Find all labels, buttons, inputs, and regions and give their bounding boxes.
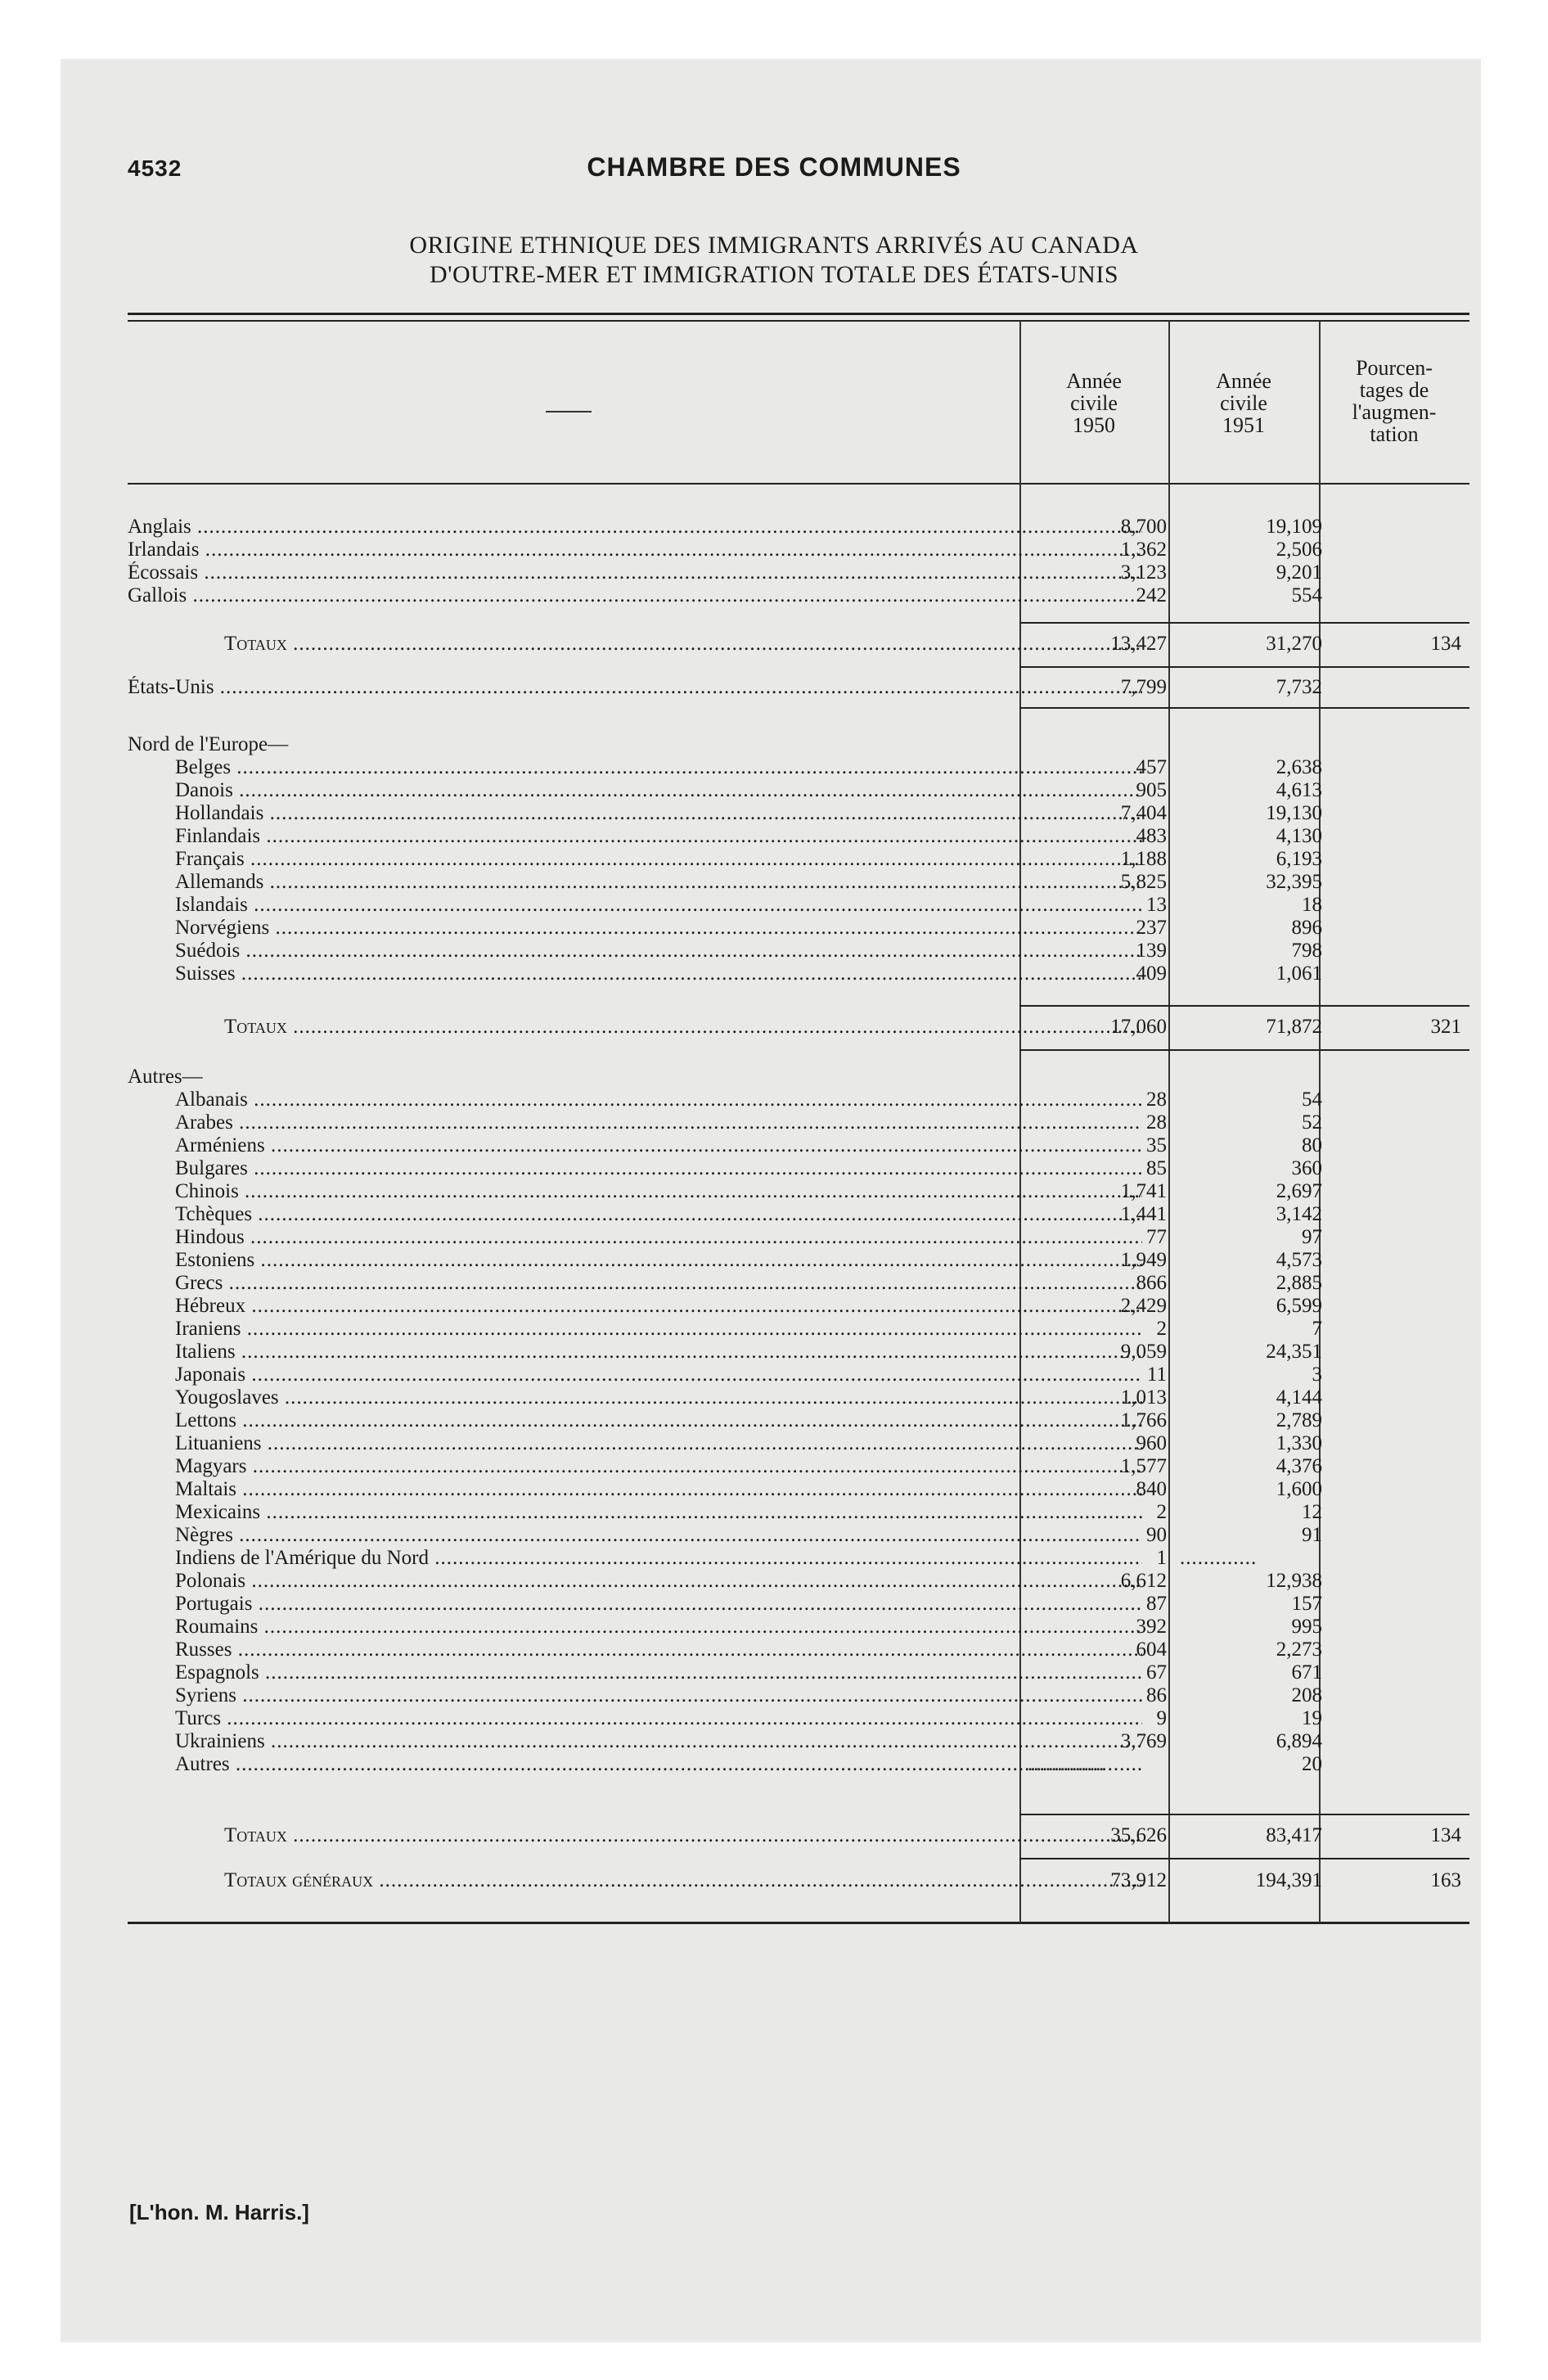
row-label: Chinois ..... [175,1180,1142,1203]
row-label: Turcs ..... [175,1707,1142,1730]
value-1951: 20 [1302,1753,1322,1775]
table-row [128,1570,1469,1593]
table-row [128,1661,1469,1684]
value-1950: 905 [1136,779,1167,801]
table-row [128,779,1469,802]
row-label: Suisses ..... [175,962,1142,985]
value-1951: 2,789 [1276,1409,1322,1431]
subtotal-rule-bi-bottom [1019,666,1469,668]
value-1950: 3,123 [1120,561,1167,584]
table-title [0,231,1548,290]
value-percent: 163 [1430,1869,1461,1891]
value-1950: 483 [1136,825,1167,847]
row-label: Arabes ..... [175,1111,1142,1134]
value-1950: 35 [1146,1134,1167,1156]
table-row [128,516,1469,539]
header-1950: Année civile 1950 [1066,369,1122,437]
table-row [128,1409,1469,1432]
row-label: Italiens ..... [175,1341,1142,1364]
grand-total-row [128,1869,1469,1892]
speaker-note: [L'hon. M. Harris.] [129,2200,309,2224]
table-row [128,1616,1469,1639]
value-1950: 1 [1156,1547,1167,1569]
table-row [128,802,1469,825]
row-label: Autres ..... [175,1753,1142,1776]
row-label: Indiens de l'Amérique du Nord ..... [175,1547,1142,1570]
value-1950: 13,427 [1110,633,1167,655]
table-row [128,848,1469,871]
table-row [128,756,1469,779]
row-label: Russes ..... [175,1639,1142,1661]
row-label: Hollandais ..... [175,802,1142,825]
value-1950: 9 [1156,1707,1167,1729]
value-1951: 157 [1291,1593,1322,1615]
value-1950: 9,059 [1120,1341,1167,1363]
value-1951: 24,351 [1266,1341,1322,1363]
running-head: CHAMBRE DES COMMUNES [587,152,961,182]
value-1951: 7 [1312,1318,1322,1340]
value-1951: 52 [1302,1111,1322,1134]
value-1950: 840 [1136,1478,1167,1500]
row-label: Mexicains ..... [175,1501,1142,1524]
row-label: Écossais ..... [128,561,1142,584]
value-1951: 995 [1291,1616,1322,1638]
subtotal-rule-nord-bottom [1019,1049,1469,1051]
table-row [128,1180,1469,1203]
value-1951: 4,573 [1276,1249,1322,1271]
value-1951: 208 [1291,1684,1322,1706]
value-1951: 19 [1302,1707,1322,1729]
subtotal-rule-autres-top [1019,1814,1469,1815]
row-label: Roumains ..... [175,1616,1142,1639]
subtotal-rule-bi-top [1019,622,1469,624]
row-label: Autres— [128,1066,203,1088]
row-label: Irlandais ..... [128,539,1142,561]
table-row [128,1455,1469,1478]
value-1950: 87 [1146,1593,1167,1615]
value-1951: 1,330 [1276,1432,1322,1454]
value-1951: 9,201 [1276,561,1322,584]
table-title-line-1: ORIGINE ETHNIQUE DES IMMIGRANTS ARRIVÉS AU CANADA [409,232,1139,259]
table-row [128,1157,1469,1180]
table-row [128,1639,1469,1661]
table-row [128,1295,1469,1318]
row-label: Hébreux ..... [175,1295,1142,1318]
value-1951: 4,376 [1276,1455,1322,1477]
value-1951: 80 [1302,1134,1322,1156]
value-1950: 866 [1136,1272,1167,1294]
table-row [128,1226,1469,1249]
value-1951: 2,506 [1276,539,1322,561]
page-number: 4532 [128,156,182,181]
total-row [128,1824,1469,1847]
row-label: Gallois ..... [128,584,1142,607]
value-1951: 18 [1302,894,1322,916]
value-1950: 604 [1136,1639,1167,1661]
value-1951: 3,142 [1276,1203,1322,1225]
value-1950: 1,013 [1120,1386,1167,1409]
value-1951: 671 [1291,1661,1322,1684]
table-row [128,1364,1469,1386]
row-label: Belges ..... [175,756,1142,779]
value-percent: 134 [1430,1824,1461,1846]
row-label: Maltais ..... [175,1478,1142,1501]
value-1950: 237 [1136,917,1167,939]
row-label: Yougoslaves ..... [175,1386,1142,1409]
table-row [128,1249,1469,1272]
value-1951: 1,600 [1276,1478,1322,1500]
table-row [128,584,1469,607]
value-1950: 1,441 [1120,1203,1167,1225]
subtotal-rule-nord-top [1019,1005,1469,1007]
table-row [128,1134,1469,1157]
table-row [128,871,1469,894]
row-label: Lettons ..... [175,1409,1142,1432]
row-label: Suédois ..... [175,940,1142,962]
value-1950: 1,766 [1120,1409,1167,1431]
value-1950: 1,949 [1120,1249,1167,1271]
table-row [128,1089,1469,1111]
bottom-rule [128,1922,1469,1924]
table-row [128,894,1469,917]
table-row [128,561,1469,584]
table-row [128,1547,1469,1570]
value-1950: 35,626 [1110,1824,1167,1846]
table-row [128,825,1469,848]
value-1951: 91 [1302,1524,1322,1546]
row-label: Anglais ..... [128,516,1142,539]
value-1950: 139 [1136,940,1167,962]
table-row [128,1684,1469,1707]
section-heading [128,1066,1469,1089]
value-1950: 73,912 [1110,1869,1167,1891]
value-1951: 2,885 [1276,1272,1322,1294]
row-label: États-Unis ..... [128,676,1142,699]
stub-header-dash [546,411,592,412]
row-label: Iraniens ..... [175,1318,1142,1341]
value-1951: 3 [1312,1364,1322,1386]
row-label: Polonais ..... [175,1570,1142,1593]
row-label: Totaux généraux ..... [224,1869,1142,1892]
value-1950: 5,825 [1120,871,1167,893]
value-1950: 11 [1146,1364,1167,1386]
value-1950: 90 [1146,1524,1167,1546]
value-1951: 6,193 [1276,848,1322,870]
header-1951: Année civile 1951 [1216,369,1271,437]
header-percent: Pourcen- tages de l'augmen- tation [1352,356,1437,446]
row-label: Ukrainiens ..... [175,1730,1142,1753]
row-label: Estoniens ..... [175,1249,1142,1272]
value-1950: 67 [1146,1661,1167,1684]
row-label: Bulgares ..... [175,1157,1142,1180]
value-1950: 1,577 [1120,1455,1167,1477]
value-1950: 2,429 [1120,1295,1167,1317]
value-1950: 28 [1146,1111,1167,1134]
table-row [128,676,1469,699]
row-label: Totaux ..... [224,1824,1142,1847]
value-1951: 1,061 [1276,962,1322,985]
row-label: Portugais ..... [175,1593,1142,1616]
row-label: Danois ..... [175,779,1142,802]
row-label: Totaux ..... [224,1016,1142,1039]
table-row [128,1318,1469,1341]
table-row [128,1111,1469,1134]
value-1951: 19,130 [1266,802,1322,824]
value-1950: 77 [1146,1226,1167,1248]
section-heading [128,733,1469,756]
value-percent: 321 [1430,1016,1461,1038]
value-1950: 7,404 [1120,802,1167,824]
value-1951: 7,732 [1276,676,1322,698]
total-row [128,633,1469,656]
table-row [128,1707,1469,1730]
value-1951: 360 [1291,1157,1322,1179]
value-1951: 2,697 [1276,1180,1322,1202]
value-1950: 392 [1136,1616,1167,1638]
row-label: Hindous ..... [175,1226,1142,1249]
row-label: Grecs ..... [175,1272,1142,1295]
table-row [128,1524,1469,1547]
row-label: Norvégiens ..... [175,917,1142,940]
value-1950: 86 [1146,1684,1167,1706]
value-1950: 7,799 [1120,676,1167,698]
value-percent: 134 [1430,633,1461,655]
row-label: Français ..... [175,848,1142,871]
value-1951: 12,938 [1266,1570,1322,1592]
value-1951: 4,144 [1276,1386,1322,1409]
value-1951: 54 [1302,1089,1322,1111]
table-title-line-2: D'OUTRE-MER ET IMMIGRATION TOTALE DES ÉTATS-UNIS [429,261,1119,288]
value-1950: 409 [1136,962,1167,985]
total-row [128,1016,1469,1039]
value-1950: 1,362 [1120,539,1167,561]
table-row [128,917,1469,940]
table-row [128,1341,1469,1364]
table-row [128,962,1469,985]
value-1951: 4,130 [1276,825,1322,847]
table-row [128,1753,1469,1776]
value-1950: 17,060 [1110,1016,1167,1038]
value-1950: 28 [1146,1089,1167,1111]
value-1951: 798 [1291,940,1322,962]
row-label: Albanais ..... [175,1089,1142,1111]
row-label: Espagnols ..... [175,1661,1142,1684]
subtotal-rule-autres-bottom [1019,1858,1469,1859]
value-1950: 13 [1146,894,1167,916]
row-label: Allemands ..... [175,871,1142,894]
row-label: Finlandais ..... [175,825,1142,848]
value-1950: 1,741 [1120,1180,1167,1202]
table-row [128,1386,1469,1409]
value-1950: 6,612 [1120,1570,1167,1592]
value-1951: 2,638 [1276,756,1322,778]
row-label: Nègres ..... [175,1524,1142,1547]
value-1951: 12 [1302,1501,1322,1523]
row-label: Arméniens ..... [175,1134,1142,1157]
value-1950: 2 [1156,1501,1167,1523]
row-label: Islandais ..... [175,894,1142,917]
value-1951: 97 [1302,1226,1322,1248]
row-label: Tchèques ..... [175,1203,1142,1226]
row-label: Japonais ..... [175,1364,1142,1386]
value-1951: 896 [1291,917,1322,939]
value-1950: 3,769 [1120,1730,1167,1752]
subtotal-rule-us-bottom [1019,707,1469,709]
top-rule-thin [128,320,1469,322]
value-1950: 1,188 [1120,848,1167,870]
table-row [128,539,1469,561]
row-label: Nord de l'Europe— [128,733,289,755]
value-1951: 194,391 [1255,1869,1322,1891]
table-row [128,1203,1469,1226]
value-1951: 6,599 [1276,1295,1322,1317]
row-label: Lituaniens ..... [175,1432,1142,1455]
value-1951: 6,894 [1276,1730,1322,1752]
table-row [128,940,1469,962]
value-1950: 960 [1136,1432,1167,1454]
value-1951: 2,273 [1276,1639,1322,1661]
row-label: Totaux ..... [224,633,1142,656]
table-row [128,1272,1469,1295]
value-1951: 71,872 [1266,1016,1322,1038]
table-row [128,1730,1469,1753]
row-label: Magyars ..... [175,1455,1142,1478]
table-row [128,1432,1469,1455]
value-1951: 554 [1291,584,1322,606]
table-row [128,1478,1469,1501]
value-1950: 85 [1146,1157,1167,1179]
header-rule [128,483,1469,485]
value-1950: 457 [1136,756,1167,778]
top-rule [128,313,1469,315]
value-1951: 83,417 [1266,1824,1322,1846]
value-1950: 2 [1156,1318,1167,1340]
table-row [128,1593,1469,1616]
row-label: Syriens ..... [175,1684,1142,1707]
empty-cell-dots: ............. [1180,1547,1258,1569]
value-1951: 32,395 [1266,871,1322,893]
value-1950: 8,700 [1120,516,1167,538]
value-1950: 242 [1136,584,1167,606]
table-row [128,1501,1469,1524]
value-1951: 4,613 [1276,779,1322,801]
value-1951: 19,109 [1266,516,1322,538]
value-1951: 31,270 [1266,633,1322,655]
empty-cell-dots: ............. [1028,1753,1105,1775]
